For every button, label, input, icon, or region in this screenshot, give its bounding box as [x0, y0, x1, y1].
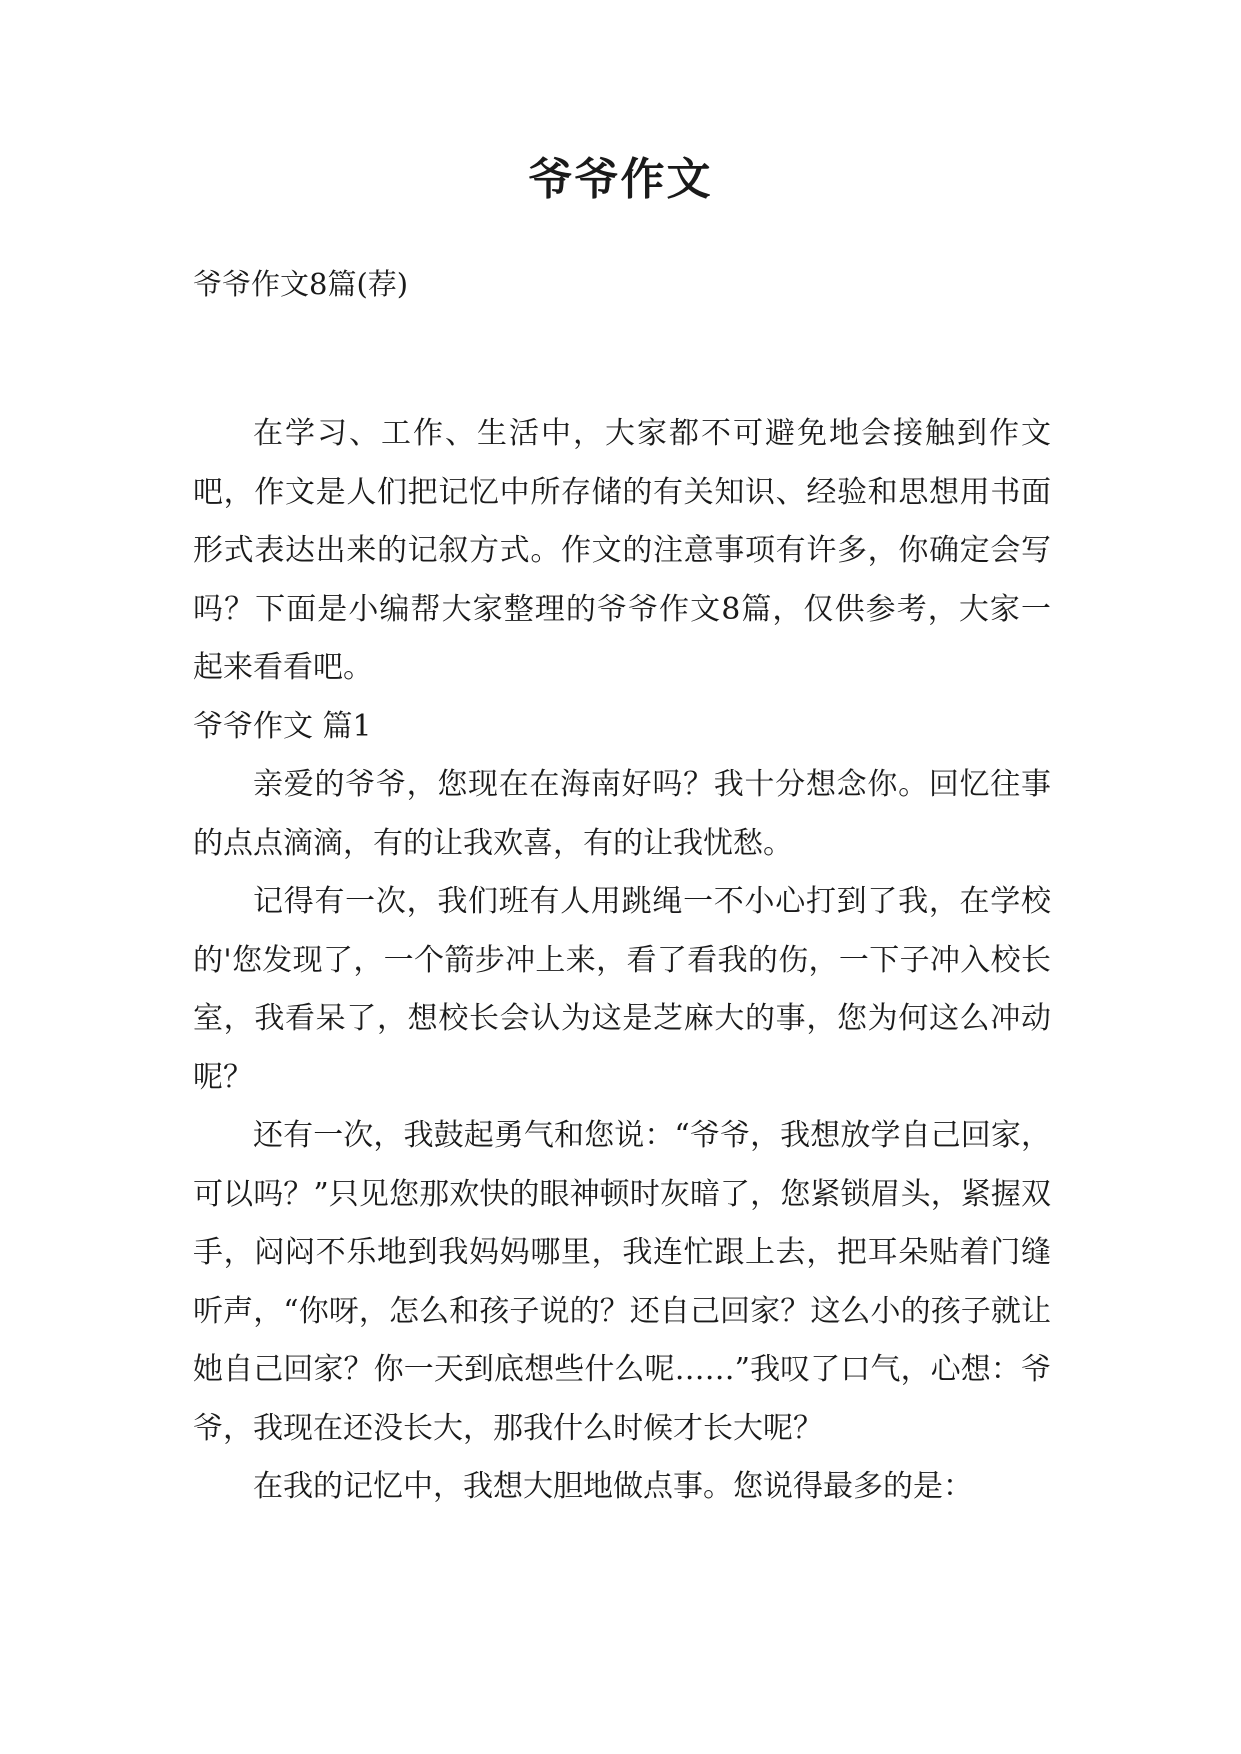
body-paragraph: 记得有一次，我们班有人用跳绳一不小心打到了我，在学校的'您发现了，一个箭步冲上来，看了看我的伤，一下子冲入校长室，我看呆了，想校长会认为这是芝麻大的事，您为何这么冲动呢？: [193, 884, 1051, 1095]
section-heading: 爷爷作文 篇1: [193, 708, 372, 744]
body-paragraph: 亲爱的爷爷，您现在在海南好吗？我十分想念你。回忆往事的点点滴滴，有的让我欢喜，有的让我忧愁。: [193, 767, 1051, 861]
document-subtitle: 爷爷作文8篇(荐): [193, 267, 409, 301]
intro-paragraph: 在学习、工作、生活中，大家都不可避免地会接触到作文吧，作文是人们把记忆中所存储的有关知识、经验和思想用书面形式表达出来的记叙方式。作文的注意事项有许多，你确定会写吗？下面是小编帮大家整理的爷爷作文8篇，仅供参考，大家一起来看看吧。: [193, 416, 1051, 685]
document-title: 爷爷作文: [528, 154, 713, 205]
body-paragraph: 还有一次，我鼓起勇气和您说：“爷爷，我想放学自己回家，可以吗？”只见您那欢快的眼神顿时灰暗了，您紧锁眉头，紧握双手，闷闷不乐地到我妈妈哪里，我连忙跟上去，把耳朵贴着门缝听声，“你呀，怎么和孩子说的？还自己回家？这么小的孩子就让她自己回家？你一天到底想些什么呢……”我叹了口气，心想：爷爷，我现在还没长大，那我什么时候才长大呢？: [193, 1118, 1051, 1446]
document-body: [193, 405, 1051, 1517]
body-paragraph: 在我的记忆中，我想大胆地做点事。您说得最多的是：: [253, 1469, 973, 1504]
